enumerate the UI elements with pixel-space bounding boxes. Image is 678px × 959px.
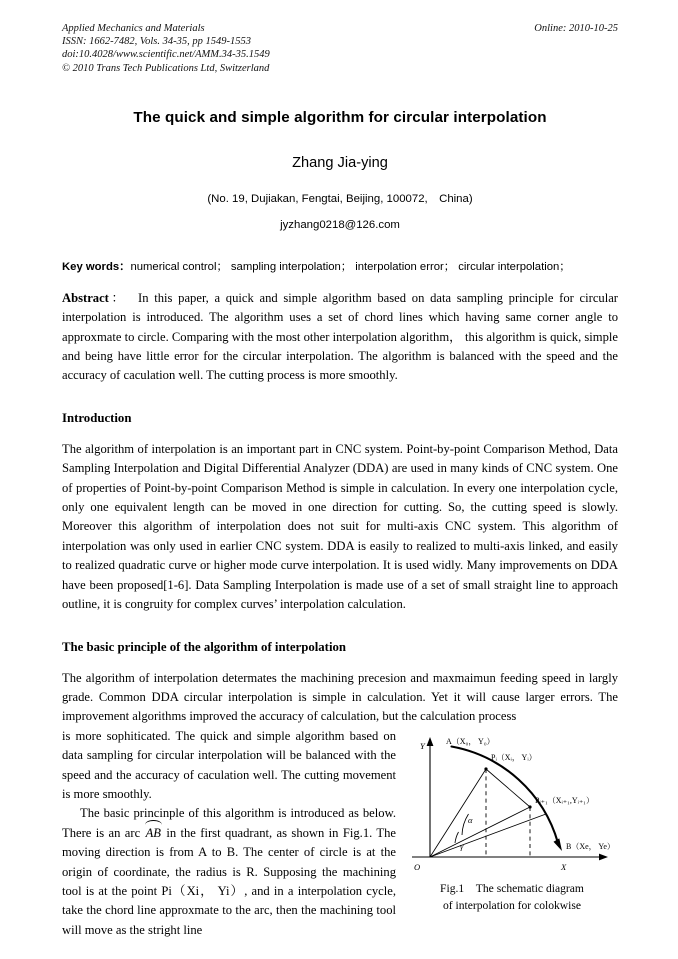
figure-schematic-diagram bbox=[406, 731, 618, 876]
point-label-b: B（Xe， Ye） bbox=[566, 841, 615, 851]
masthead-doi: doi:10.4028/www.scientific.net/AMM.34-35.1549 bbox=[62, 49, 270, 61]
keywords-value: numerical control； sampling interpolation； interpolation error； circular interpolation； bbox=[130, 260, 571, 273]
page-content bbox=[62, 22, 618, 940]
section-paragraph-basic-principle: The algorithm of interpolation determates the machining precesion and maxmaimun feeding speed in largly grade. Common DDA circular interpolation is simple in calculation. Yet it will cause larger errors. The improvement algorithms improved the accuracy of calculation, but the calculation process bbox=[62, 670, 618, 724]
chord-line bbox=[486, 769, 530, 807]
author-affiliation: (No. 19, Dujiakan, Fengtai, Beijing, 100072, China) bbox=[207, 192, 473, 205]
wrapped-text-part2: The basic princinple of this algorithm is introduced as below. There is an arc bbox=[62, 806, 396, 840]
figure-1 bbox=[406, 731, 618, 915]
origin-label: O bbox=[414, 861, 421, 872]
keywords-line bbox=[62, 260, 618, 275]
point-label-pi: Pᵢ（Xᵢ， Yᵢ） bbox=[491, 752, 537, 762]
keywords-label: Key words： bbox=[62, 260, 131, 273]
masthead-online-date: Online: 2010-10-25 bbox=[534, 23, 618, 34]
abstract-label: Abstract bbox=[62, 290, 109, 305]
point-label-pi1: Pᵢ₊₁（Xᵢ₊₁,Yᵢ₊₁） bbox=[535, 795, 594, 805]
x-axis-arrowhead bbox=[599, 853, 608, 860]
point-marker-pi1 bbox=[528, 805, 531, 808]
y-axis-label: Y bbox=[420, 740, 425, 751]
angle-label-gamma: γ bbox=[460, 840, 464, 851]
masthead-copyright: © 2010 Trans Tech Publications Ltd, Switzerland bbox=[62, 62, 270, 74]
point-marker-pi bbox=[484, 767, 487, 770]
radius-line-pi bbox=[430, 769, 486, 857]
abstract-block bbox=[62, 289, 618, 386]
masthead bbox=[62, 22, 618, 75]
section-heading-basic-principle: The basic principle of the algorithm of interpolation bbox=[62, 639, 347, 654]
abstract-text: In this paper, a quick and simple algorithm based on data sampling principle for circular interpolation is introduced. The algorithm uses a set of chord lines which having same corner angle to approxmate to circle. Comparing with the most other interpolation algorithm， this algorithm is quick, simple and being have little error for the circular interpolation. The algorithm is balanced with the speed and the accuracy of caculation well. The cutting process is more smoothly. bbox=[62, 290, 618, 383]
angle-label-alpha: α bbox=[468, 814, 473, 825]
page-title: The quick and simple algorithm for circular interpolation bbox=[133, 108, 547, 126]
x-axis-label: X bbox=[561, 861, 567, 872]
wrapped-text-part3: in the first quadrant, as shown in Fig.1. The moving direction is from A to B. The center of circle is at the origin of coordinate, the radius is R. Supposing the machining tool is at the point Pi（Xi， Yi）, and in a interpolation cycle, take the chord line approxmate to the arc, then the machining tool will move as the stright line bbox=[62, 825, 396, 937]
section-heading-introduction: Introduction bbox=[62, 410, 132, 425]
section-paragraph-introduction: The algorithm of interpolation is an important part in CNC system. Point-by-point Comparison Method, Data Sampling Interpolation and Digital Differential Analyzer (DDA) are used in many kinds of CNC system. One of properties of Point-by-point Comparison Method is simple in calculation. In every one interpolation cycle, only one equivalent length can be moved in one direction for cutting. So, the cutting speed is slowly. Moreover this algorithm of interpolation does not suit for multi-axis CNC system. This algorithm of interpolation was only used in earlier CNC system. DDA is easily to realized to multi-axis linked, and easily to realized quadratic curve or higher mode curve interpolation. It is used widly. Many improvements on DDA have been proposed[1-6]. Data Sampling Interpolation is made use of a set of small straight line to approach outline, it is congruity for complex curves’ interpolation calculation. bbox=[62, 441, 618, 612]
angle-arc-gamma bbox=[455, 832, 459, 843]
figure-caption bbox=[406, 880, 618, 915]
figure-caption-line1: Fig.1 The schematic diagram bbox=[440, 881, 584, 895]
abstract-separator: ： bbox=[108, 290, 127, 305]
point-label-a: A（X₀， Y₀） bbox=[446, 736, 495, 746]
y-axis-arrowhead bbox=[427, 737, 434, 746]
author-name: Zhang Jia-ying bbox=[292, 154, 388, 171]
wrapped-text-part1: is more sophiticated. The quick and simple algorithm based on data sampling for circular interpolation will be balanced with the speed and the accuracy of caculation well. The cutting movement is more smoothly. bbox=[62, 728, 396, 801]
author-email: jyzhang0218@126.com bbox=[280, 218, 400, 231]
gamma-reference-ray bbox=[430, 814, 546, 857]
figure-wrap-zone bbox=[62, 727, 618, 940]
radius-line-pi1 bbox=[430, 807, 530, 857]
masthead-journal: Applied Mechanics and Materials bbox=[62, 23, 205, 34]
arc-direction-arrowhead bbox=[554, 838, 563, 851]
figure-caption-line2: of interpolation for colokwise bbox=[442, 899, 582, 913]
arc-ab-symbol: AB bbox=[145, 824, 162, 843]
masthead-issn: ISSN: 1662-7482, Vols. 34-35, pp 1549-1553 bbox=[62, 36, 251, 48]
